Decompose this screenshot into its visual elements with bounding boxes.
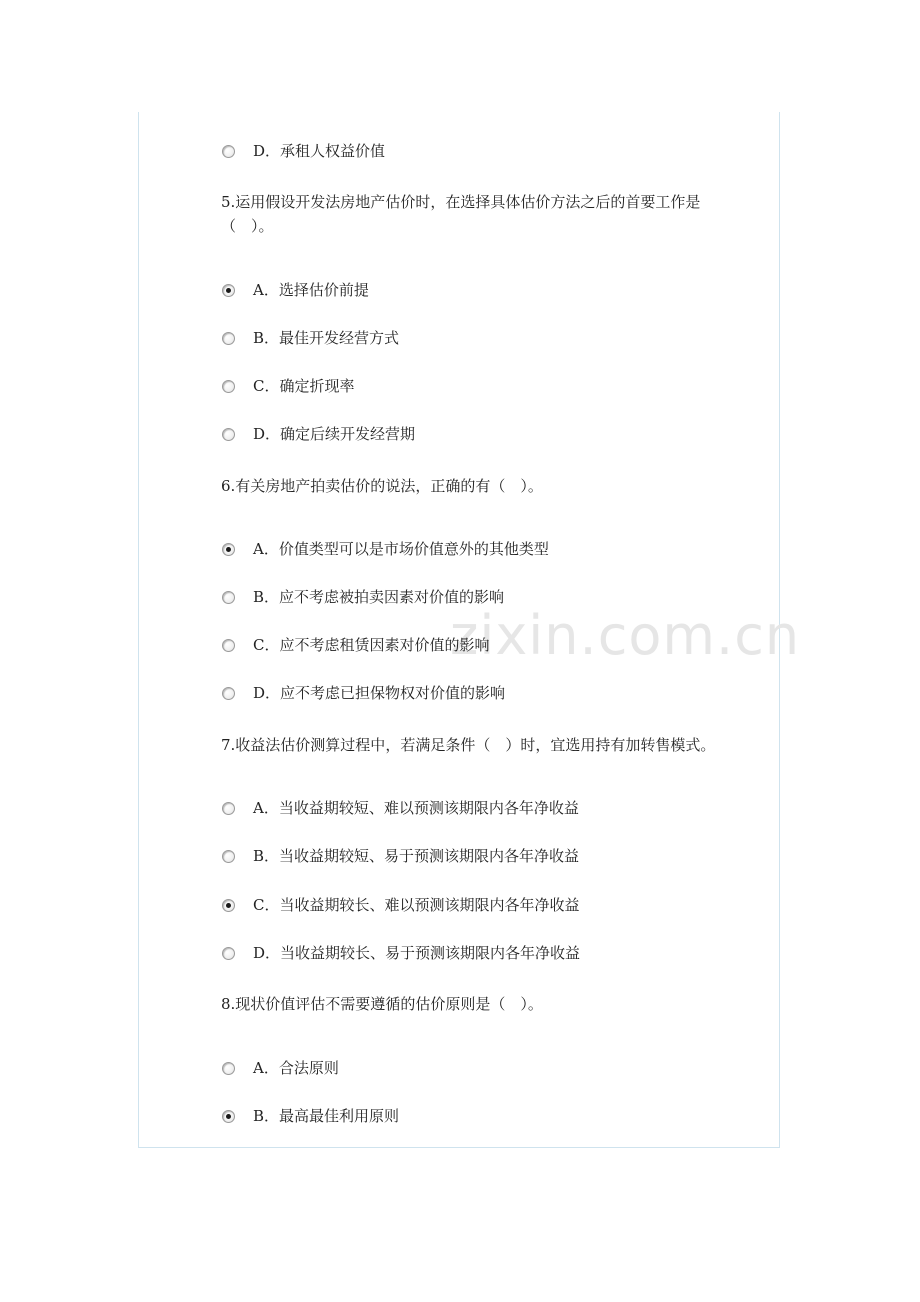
q7-option-a-label: A．当收益期较短、难以预测该期限内各年净收益	[253, 799, 579, 817]
question-8-text: 8.现状价值评估不需要遵循的估价原则是（ ）。	[221, 995, 543, 1013]
q4-option-d-label: D．承租人权益价值	[253, 142, 386, 160]
q7-option-c-radio[interactable]	[222, 899, 235, 912]
q5-option-b-label: B．最佳开发经营方式	[253, 329, 400, 347]
q6-option-a-radio[interactable]	[222, 543, 235, 556]
q7-option-d-radio[interactable]	[222, 947, 235, 960]
q5-option-a-label: A．选择估价前提	[253, 281, 369, 299]
q6-option-b-label: B．应不考虑被拍卖因素对价值的影响	[253, 588, 505, 606]
watermark: zixin.com.cn	[450, 604, 801, 667]
q7-option-c-label: C．当收益期较长、难以预测该期限内各年净收益	[253, 896, 580, 914]
q6-option-c-label: C．应不考虑租赁因素对价值的影响	[253, 636, 490, 654]
q8-option-a-radio[interactable]	[222, 1062, 235, 1075]
q6-option-c-radio[interactable]	[222, 639, 235, 652]
q7-option-b-radio[interactable]	[222, 850, 235, 863]
q5-option-b-radio[interactable]	[222, 332, 235, 345]
q5-option-a-radio[interactable]	[222, 284, 235, 297]
q5-option-c-radio[interactable]	[222, 380, 235, 393]
q5-option-c-label: C．确定折现率	[253, 377, 355, 395]
q4-option-d-radio[interactable]	[222, 145, 235, 158]
question-5-text: 5.运用假设开发法房地产估价时，在选择具体估价方法之后的首要工作是（ ）。	[221, 193, 701, 235]
q6-option-a-label: A．价值类型可以是市场价值意外的其他类型	[253, 540, 549, 558]
q5-option-d-label: D．确定后续开发经营期	[253, 425, 416, 443]
q7-option-b-label: B．当收益期较短、易于预测该期限内各年净收益	[253, 847, 580, 865]
q8-option-b-radio[interactable]	[222, 1110, 235, 1123]
question-6-text: 6.有关房地产拍卖估价的说法，正确的有（ ）。	[221, 477, 543, 495]
q6-option-b-radio[interactable]	[222, 591, 235, 604]
q6-option-d-radio[interactable]	[222, 687, 235, 700]
q5-option-d-radio[interactable]	[222, 428, 235, 441]
q8-option-a-label: A．合法原则	[253, 1059, 339, 1077]
q7-option-a-radio[interactable]	[222, 802, 235, 815]
q6-option-d-label: D．应不考虑已担保物权对价值的影响	[253, 684, 506, 702]
question-7-text: 7.收益法估价测算过程中，若满足条件（ ）时，宜选用持有加转售模式。	[221, 736, 716, 754]
q7-option-d-label: D．当收益期较长、易于预测该期限内各年净收益	[253, 944, 581, 962]
q8-option-b-label: B．最高最佳利用原则	[253, 1107, 400, 1125]
